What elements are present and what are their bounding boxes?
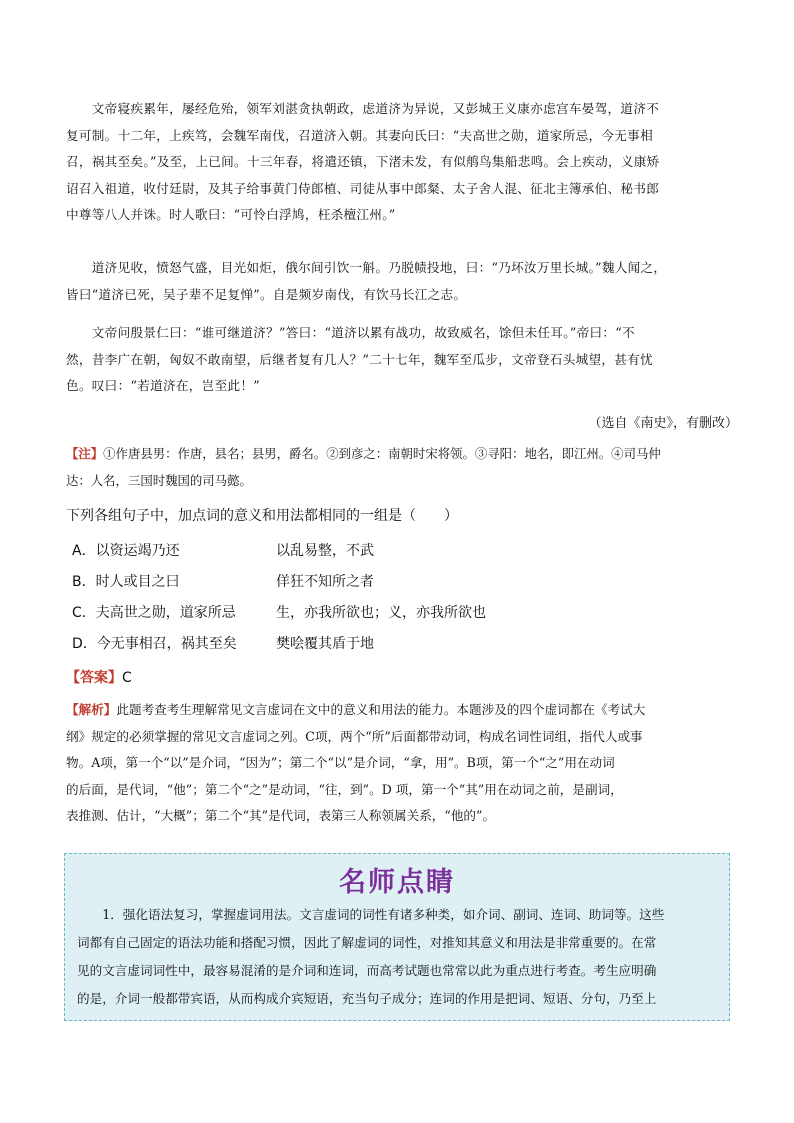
analysis-line: 物。A项，第一个“以”是介词，“因为”；第二个“以”是介词，“拿，用”。B项，第一个“之”用在动词: [66, 755, 615, 770]
analysis-section: [66, 697, 732, 830]
option-a-left: A．以资运竭乃还: [72, 543, 180, 559]
tip-line: 见的文言虚词词性中，最容易混淆的是介词和连词，而高考试题也常常以此为重点进行考查。考生应明确: [77, 963, 657, 978]
option-c-right: 生，亦我所欲也；义，亦我所欲也: [276, 605, 486, 621]
text-line: 文帝问殷景仁曰：“谁可继道济？”答曰：“道济以累有战功，故致威名，馀但未任耳。”帝曰：“不: [66, 325, 635, 340]
note-line: 达：人名，三国时魏国的司马懿。: [66, 472, 252, 488]
question-stem: 下列各组句子中，加点词的意义和用法都相同的一组是（ ）: [66, 508, 458, 524]
tip-title: 名师点睛: [339, 867, 455, 898]
tip-line: 1．强化语法复习，掌握虚词用法。文言虚词的词性有诸多种类，如介词、副词、连词、助词等。这些: [77, 907, 665, 922]
text-line: 然，昔李广在朝，匈奴不敢南望，后继者复有几人？”二十七年，魏军至瓜步，文帝登石头城望，甚有忧: [66, 351, 653, 367]
option-d-left: D．今无事相召，祸其至矣: [72, 636, 237, 652]
tip-text: [77, 901, 717, 1013]
answer-value: C: [122, 670, 132, 686]
source-citation: （选自《南史》，有删改）: [588, 416, 738, 431]
passage-paragraph-3: [66, 320, 732, 400]
teacher-tip-box: [64, 853, 730, 1021]
analysis-line: 纲》规定的必须掌握的常见文言虚词之列。C项，两个“所”后面都带动词，构成名词性词组，指代人或事: [66, 728, 643, 744]
text-line: 复可制。十二年，上疾笃，会魏军南伐，召道济入朝。其妻向氏曰：“夫高世之勋，道家所忌，今无事相: [66, 127, 653, 143]
answer-tag: 【答案】: [66, 670, 122, 686]
note-tag: 【注】: [66, 446, 104, 461]
tip-line: 的是，介词一般都带宾语，从而构成介宾短语，充当句子成分；连词的作用是把词、短语、分句，乃至上: [77, 991, 657, 1006]
option-a-right: 以乱易整，不武: [276, 543, 374, 559]
note-line: ①作唐县男：作唐，县名；县男，爵名。②到彦之：南朝时宋将领。③寻阳：地名，即江州。④司马仲: [103, 446, 661, 461]
analysis-line: 表推测、估计，“大概”；第二个“其”是代词，表第三人称领属关系，“他的”。: [66, 808, 496, 823]
option-d-right: 樊哙覆其盾于地: [276, 636, 374, 652]
text-line: 道济见收，愤怒气盛，目光如炬，俄尔间引饮一斛。乃脱帻投地，曰：“乃坏汝万里长城。”魏人闻之，: [66, 260, 667, 275]
option-b-right: 佯狂不知所之者: [276, 574, 374, 590]
text-line: 色。叹曰：“若道济在，岂至此！”: [66, 378, 260, 393]
annotation-note: [66, 441, 732, 494]
answer-line: [66, 667, 132, 687]
text-line: 中尊等八人并诛。时人歌曰：“可怜白浮鸠，枉杀檀江州。”: [66, 207, 396, 222]
passage-paragraph-1: [66, 96, 732, 229]
tip-line: 词都有自己固定的语法功能和搭配习惯，因此了解虚词的词性，对推知其意义和用法是非常重要的。在常: [77, 935, 657, 950]
analysis-line: 的后面，是代词，“他”；第二个“之”是动词，“往，到”。D 项，第一个“其”用在动词之前，是副词，: [66, 781, 623, 797]
text-line: 诏召入祖道，收付廷尉，及其子给事黄门侍郎植、司徒从事中郎粲、太子舍人混、征北主簿承伯、秘书郎: [66, 180, 660, 196]
option-b-left: B．时人或目之曰: [72, 574, 180, 590]
text-line: 皆曰“道济已死，吴子辈不足复惮”。自是频岁南伐，有饮马长江之志。: [66, 286, 467, 302]
text-line: 召，祸其至矣。”及至，上已间。十三年春，将遣还镇，下渚未发，有似鸼鸟集船悲鸣。会上疾动，义康矫: [66, 154, 660, 169]
analysis-line: 此题考查考生理解常见文言虚词在文中的意义和用法的能力。本题涉及的四个虚词都在《考试大: [116, 702, 646, 717]
text-line: 文帝寝疾累年，屡经危殆，领军刘湛贪执朝政，虑道济为异说，又彭城王义康亦虑宫车晏驾，道济不: [66, 101, 660, 116]
passage-paragraph-2: [66, 255, 732, 308]
analysis-tag: 【解析】: [66, 702, 117, 717]
option-c-left: C．夫高世之勋，道家所忌: [72, 605, 236, 621]
